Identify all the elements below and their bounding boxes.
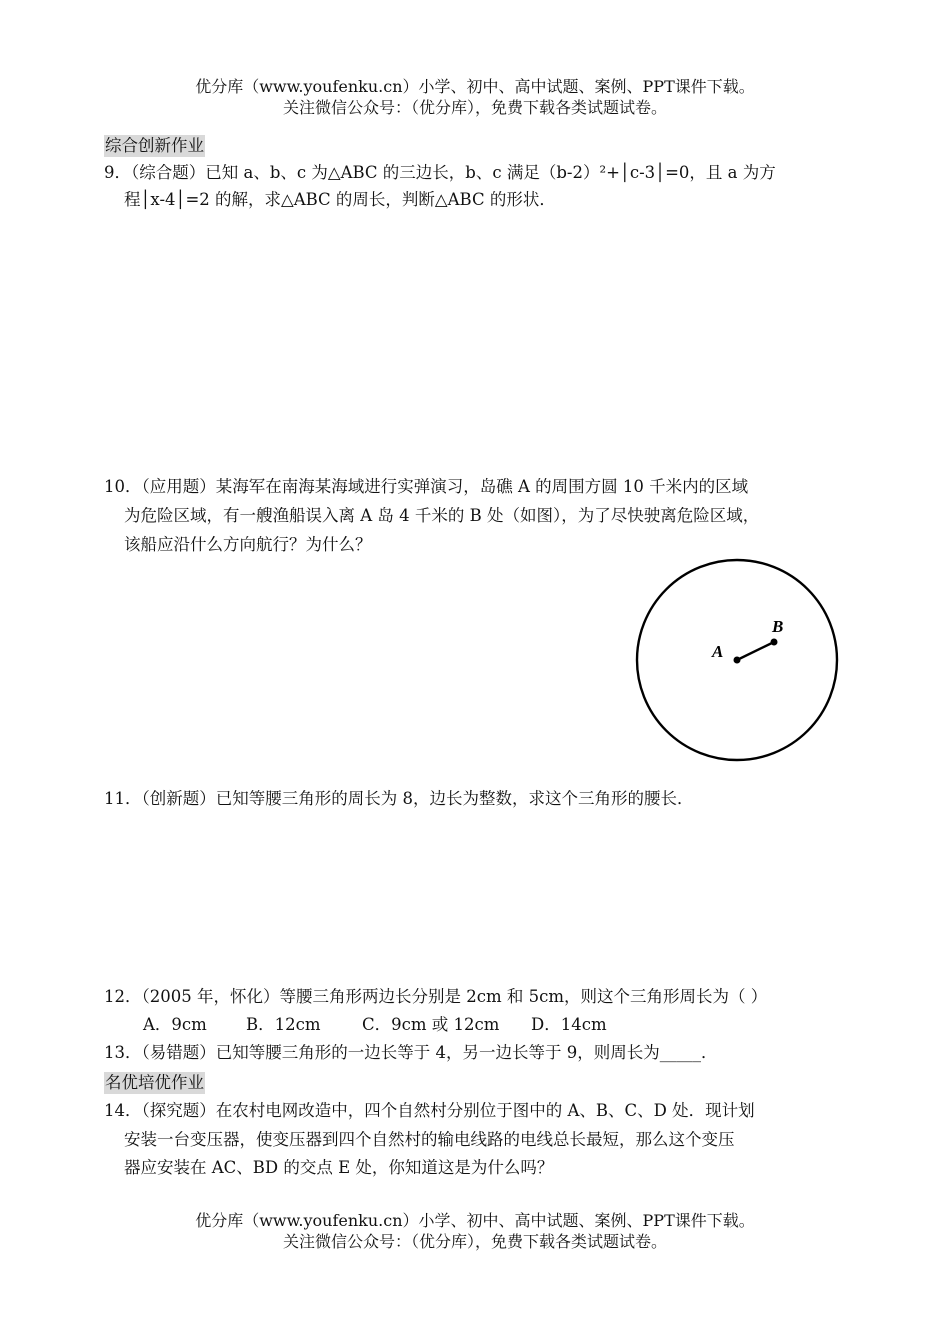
q12-option-d: D．14cm — [531, 1015, 607, 1034]
q13-line-1: 13．（易错题）已知等腰三角形的一边长等于 4，另一边长等于 9，则周长为_____． — [104, 1043, 718, 1062]
footer-line-2: 关注微信公众号：（优分库），免费下载各类试题试卷。 — [282, 1232, 667, 1251]
q14-line-1: 14．（探究题）在农村电网改造中，四个自然村分别位于图中的 A、B、C、D 处．现计划 — [104, 1101, 755, 1120]
point-a — [734, 657, 741, 664]
segment-ab — [737, 642, 774, 660]
q10-line-3: 该船应沿什么方向航行？为什么？ — [124, 535, 372, 554]
header-line-2: 关注微信公众号：（优分库），免费下载各类试题试卷。 — [282, 98, 667, 117]
q12-option-c: C．9cm 或 12cm — [362, 1015, 500, 1034]
q12-option-b: B．12cm — [246, 1015, 321, 1034]
footer-line-1: 优分库（www.youfenku.cn）小学、初中、高中试题、案例、PPT课件下载。 — [195, 1211, 755, 1230]
q10-line-2: 为危险区域，有一艘渔船误入离 A 岛 4 千米的 B 处（如图），为了尽快驶离危险区域， — [124, 506, 760, 525]
danger-zone-figure — [630, 555, 845, 765]
q12-line-1: 12．（2005 年，怀化）等腰三角形两边长分别是 2cm 和 5cm，则这个三角形周长为（ ） — [104, 987, 768, 1006]
label-a: A — [712, 642, 724, 661]
label-b: B — [772, 617, 784, 636]
q12-option-a: A．9cm — [143, 1015, 207, 1034]
q11-line-1: 11．（创新题）已知等腰三角形的周长为 8，边长为整数，求这个三角形的腰长． — [104, 789, 694, 808]
header-line-1: 优分库（www.youfenku.cn）小学、初中、高中试题、案例、PPT课件下载。 — [195, 77, 755, 96]
q14-line-3: 器应安装在 AC、BD 的交点 E 处，你知道这是为什么吗？ — [124, 1158, 554, 1177]
q14-line-2: 安装一台变压器，使变压器到四个自然村的输电线路的电线总长最短，那么这个变压 — [124, 1130, 735, 1149]
q9-line-2: 程│x-4│=2 的解，求△ABC 的周长，判断△ABC 的形状． — [124, 190, 556, 209]
point-b — [771, 639, 778, 646]
q10-line-1: 10．（应用题）某海军在南海某海域进行实弹演习，岛礁 A 的周围方圆 10 千米内的区域 — [104, 477, 749, 496]
section-label-excellence: 名优培优作业 — [105, 1073, 204, 1092]
q9-line-1: 9．（综合题）已知 a、b、c 为△ABC 的三边长，b、c 满足（b-2）²+│c-3│=0，且 a 为方 — [104, 163, 776, 182]
section-label-comprehensive: 综合创新作业 — [105, 136, 204, 155]
